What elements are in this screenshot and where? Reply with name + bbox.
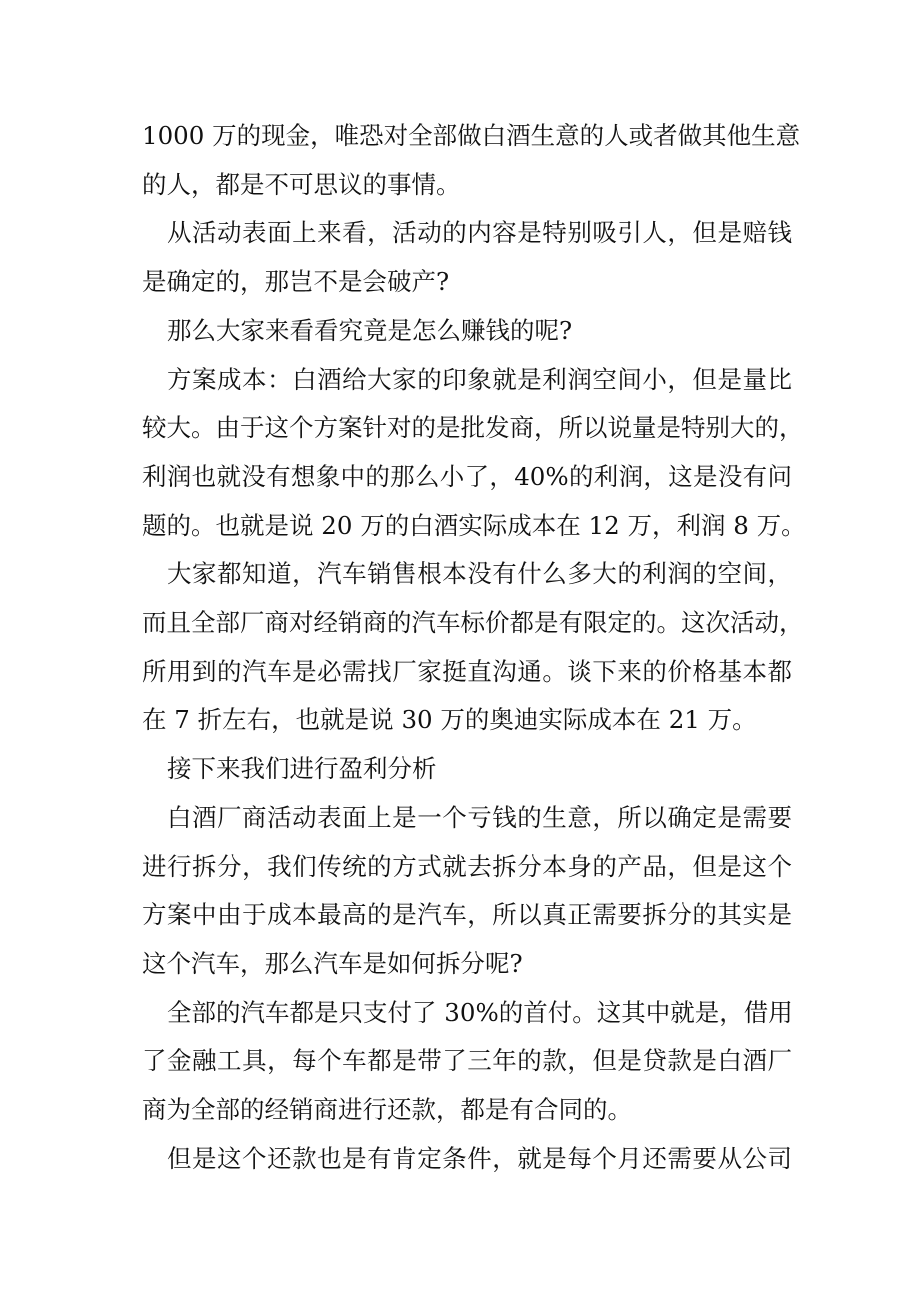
text-line: 方案成本：白酒给大家的印象就是利润空间小，但是量比 [167,364,792,394]
paragraph-5 [142,550,804,745]
text-line: 利润也就没有想象中的那么小了，40%的利润，这是没有问 [142,461,792,491]
text-line: 接下来我们进行盈利分析 [167,754,437,784]
paragraph-6 [142,745,792,794]
text-line: 大家都知道，汽车销售根本没有什么多大的利润的空间， [167,559,792,589]
paragraph-1 [142,112,801,209]
text-line: 的人，都是不可思议的事情。 [142,169,461,199]
text-line: 1000 万的现金，唯恐对全部做白酒生意的人或者做其他生意 [142,121,801,150]
paragraph-4 [142,356,806,551]
paragraph-8 [142,989,792,1135]
text-line: 方案中由于成本最高的是汽车，所以真正需要拆分的其实是 [142,900,792,930]
text-line: 这个汽车，那么汽车是如何拆分呢? [142,948,523,978]
text-line: 那么大家来看看究竟是怎么赚钱的呢? [167,315,573,345]
text-line: 较大。由于这个方案针对的是批发商，所以说量是特别大的， [142,413,804,443]
text-line: 白酒厂商活动表面上是一个亏钱的生意，所以确定是需要 [167,802,792,832]
body-text [142,112,806,1183]
text-line: 进行拆分，我们传统的方式就去拆分本身的产品，但是这个 [142,851,792,881]
text-line: 从活动表面上来看，活动的内容是特别吸引人，但是赔钱 [167,218,792,248]
text-line: 题的。也就是说 20 万的白酒实际成本在 12 万，利润 8 万。 [142,510,806,540]
text-line: 是确定的，那岂不是会破产? [142,267,450,297]
text-line: 但是这个还款也是有肯定条件，就是每个月还需要从公司 [167,1143,792,1173]
paragraph-9 [142,1135,792,1184]
text-line: 而且全部厂商对经销商的汽车标价都是有限定的。这次活动， [142,608,804,638]
text-line: 全部的汽车都是只支付了 30%的首付。这其中就是，借用 [167,997,793,1027]
paragraph-7 [142,794,792,989]
text-line: 商为全部的经销商进行还款，都是有合同的。 [142,1095,632,1125]
paragraph-3 [142,307,792,356]
text-line: 在 7 折左右，也就是说 30 万的奥迪实际成本在 21 万。 [142,705,757,735]
paragraph-2 [142,209,792,306]
text-line: 了金融工具，每个车都是带了三年的款，但是贷款是白酒厂 [142,1046,792,1076]
text-line: 所用到的汽车是必需找厂家挺直沟通。谈下来的价格基本都 [142,656,792,686]
